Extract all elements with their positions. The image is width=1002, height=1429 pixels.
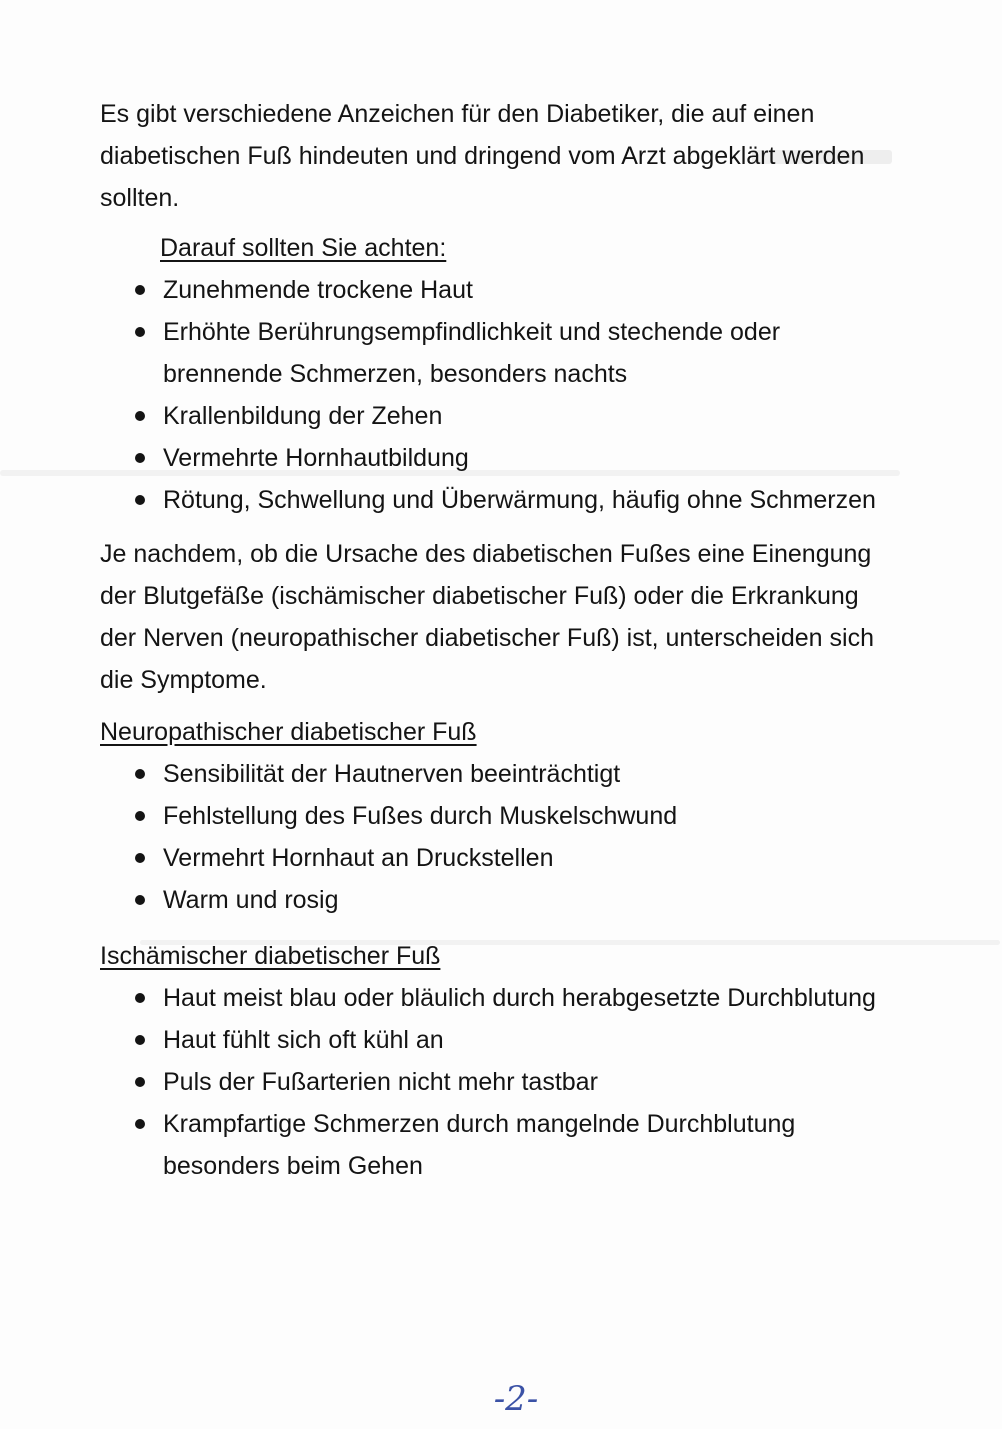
list-item <box>100 1103 900 1187</box>
bullet-icon <box>135 453 145 463</box>
list-item <box>100 837 900 879</box>
list-item <box>100 879 900 921</box>
list-item-text: Rötung, Schwellung und Überwärmung, häufig ohne Schmerzen <box>163 486 876 514</box>
list-item-text: Erhöhte Berührungsempfindlichkeit und stechende oder brennende Schmerzen, besonders nachts <box>163 318 781 388</box>
ischemic-list <box>100 977 900 1187</box>
intro-paragraph: Es gibt verschiedene Anzeichen für den Diabetiker, die auf einen diabetischen Fuß hindeuten und dringend vom Arzt abgeklärt werden sollten. <box>100 100 865 212</box>
list-item-text: Krampfartige Schmerzen durch mangelnde Durchblutung besonders beim Gehen <box>163 1110 796 1180</box>
list-item <box>100 479 900 521</box>
bullet-icon <box>135 895 145 905</box>
page-number: -2- <box>493 1379 539 1419</box>
bullet-icon <box>135 811 145 821</box>
bullet-icon <box>135 1119 145 1129</box>
middle-paragraph: Je nachdem, ob die Ursache des diabetischen Fußes eine Einengung der Blutgefäße (ischämischer diabetischer Fuß) oder die Erkrankung der Nerven (neuropathischer diabetischer Fuß) ist, unterscheiden sich die Symptome. <box>100 540 874 694</box>
list-item-text: Warm und rosig <box>163 886 339 914</box>
list-item-text: Haut fühlt sich oft kühl an <box>163 1026 444 1054</box>
neuropathic-list <box>100 753 900 921</box>
list-item <box>100 795 900 837</box>
bullet-icon <box>135 769 145 779</box>
list-item-text: Vermehrt Hornhaut an Druckstellen <box>163 844 554 872</box>
list-item <box>100 753 900 795</box>
list-item <box>100 437 900 479</box>
document-body <box>100 93 900 1187</box>
list-item-text: Zunehmende trockene Haut <box>163 276 473 304</box>
bullet-icon <box>135 411 145 421</box>
list-item-text: Vermehrte Hornhautbildung <box>163 444 469 472</box>
ischemic-heading: Ischämischer diabetischer Fuß <box>100 942 441 970</box>
list-item <box>100 395 900 437</box>
attention-heading: Darauf sollten Sie achten: <box>160 234 447 262</box>
bullet-icon <box>135 495 145 505</box>
list-item-text: Sensibilität der Hautnerven beeinträchtigt <box>163 760 621 788</box>
list-item <box>100 269 900 311</box>
list-item <box>100 1061 900 1103</box>
attention-list <box>100 269 900 521</box>
list-item-text: Haut meist blau oder bläulich durch herabgesetzte Durchblutung <box>163 984 876 1012</box>
bullet-icon <box>135 285 145 295</box>
bullet-icon <box>135 993 145 1003</box>
bullet-icon <box>135 327 145 337</box>
list-item <box>100 977 900 1019</box>
list-item <box>100 1019 900 1061</box>
bullet-icon <box>135 1035 145 1045</box>
neuropathic-heading: Neuropathischer diabetischer Fuß <box>100 718 477 746</box>
bullet-icon <box>135 1077 145 1087</box>
list-item-text: Fehlstellung des Fußes durch Muskelschwund <box>163 802 678 830</box>
bullet-icon <box>135 853 145 863</box>
list-item-text: Krallenbildung der Zehen <box>163 402 443 430</box>
list-item <box>100 311 900 395</box>
list-item-text: Puls der Fußarterien nicht mehr tastbar <box>163 1068 598 1096</box>
